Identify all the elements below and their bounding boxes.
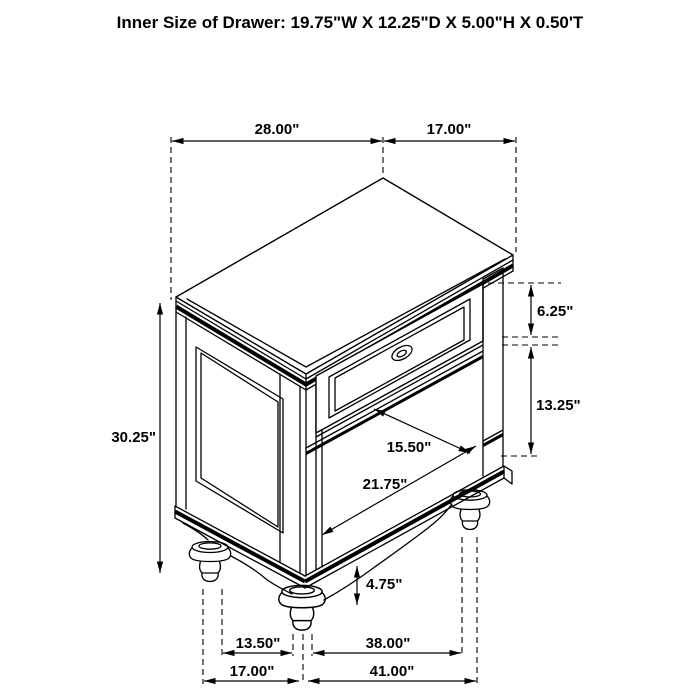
dim-floor-clearance: [357, 566, 402, 605]
base-depth-label: 17.00": [229, 663, 275, 680]
dim-base-width: [308, 537, 477, 684]
drawing-title: Inner Size of Drawer: 19.75"W X 12.25"D X 5.00"H X 0.50'T: [116, 13, 584, 32]
cabinet-body-shape: [196, 347, 283, 533]
front-foot-shape: [293, 621, 311, 631]
floor-clearance-label: 4.75": [366, 576, 403, 593]
feet-span-side-label: 13.50": [235, 635, 281, 652]
base-molding-shape: [231, 556, 292, 594]
base-molding-shape: [175, 506, 305, 576]
front-right-stile: [483, 268, 503, 476]
feet-span-front-label: 38.00": [365, 635, 411, 652]
left-foot: [189, 542, 230, 582]
opening-height-label: 13.25": [536, 397, 581, 414]
base-width-label: 41.00": [369, 663, 415, 680]
dim-opening-height: [501, 347, 581, 456]
front-foot-shape: [290, 587, 315, 594]
overall-depth-label: 17.00": [426, 121, 472, 138]
overall-width-label: 28.00": [254, 121, 300, 138]
drawer-front-height-label: 6.25": [537, 303, 574, 320]
base-molding-shape: [504, 466, 512, 484]
dim-opening-width: [322, 446, 476, 535]
tabletop: [176, 178, 513, 390]
dim-opening-depth: [374, 409, 470, 456]
front-foot: [279, 585, 325, 630]
base-molding-shape: [175, 518, 305, 588]
base-molding-shape: [305, 478, 504, 588]
overall-height-label: 30.25": [111, 429, 156, 446]
dim-overall-height: [111, 303, 160, 573]
left-foot-shape: [200, 562, 221, 574]
left-foot-shape: [202, 573, 218, 582]
dim-feet-span-front: [312, 537, 462, 656]
dim-feet-span-side: [222, 589, 293, 656]
right-foot-shape: [462, 521, 477, 530]
right-foot-shape: [460, 510, 480, 522]
dim-drawer-front-height: [488, 283, 573, 345]
opening-depth-label: 15.50": [386, 439, 432, 456]
base-molding-shape: [175, 512, 305, 582]
cabinet-body-shape: [201, 353, 278, 527]
left-foot-shape: [199, 543, 221, 549]
opening-width-label: 21.75": [362, 476, 408, 493]
front-foot-shape: [290, 608, 313, 621]
